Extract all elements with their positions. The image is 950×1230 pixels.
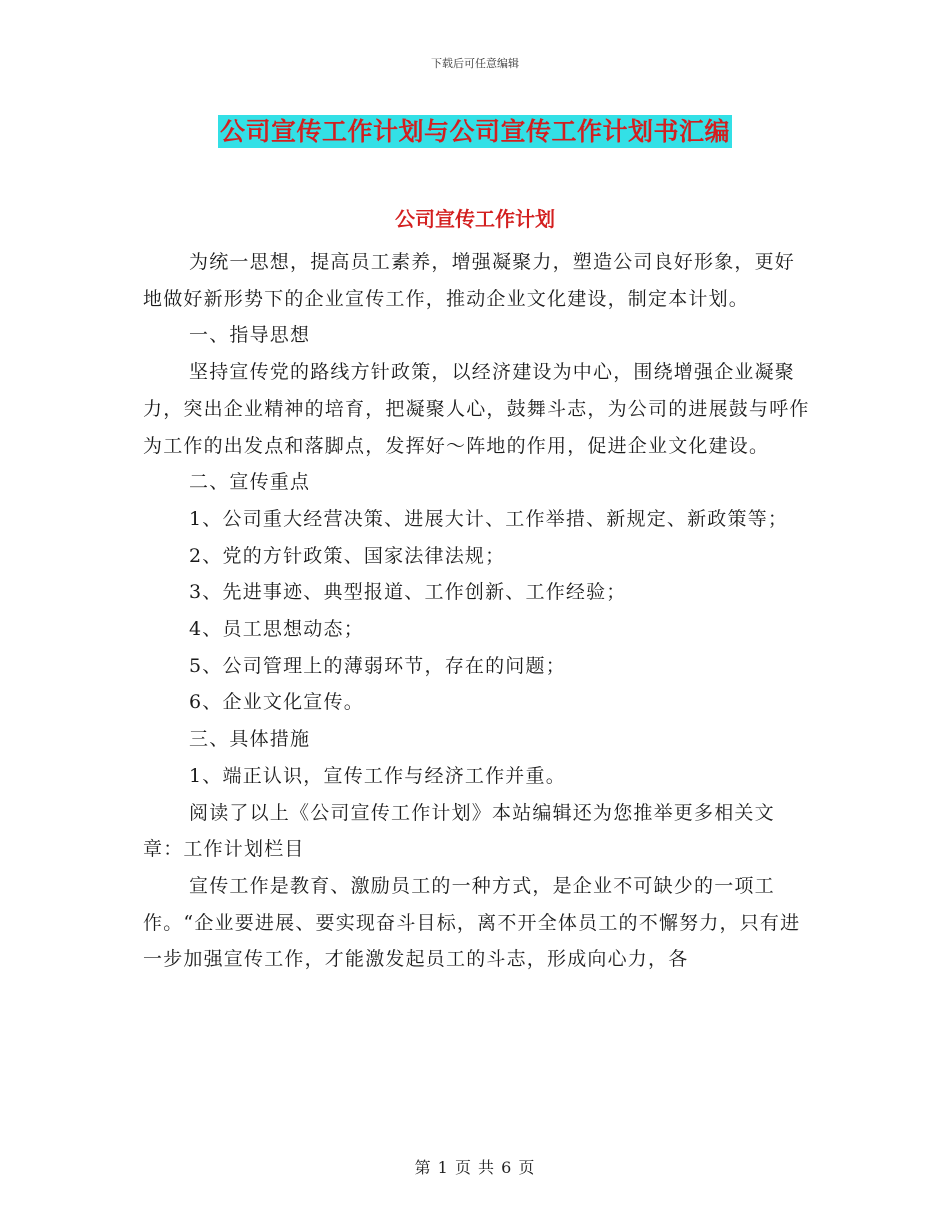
document-title-text: 公司宣传工作计划与公司宣传工作计划书汇编 (219, 117, 730, 146)
paragraph: 1、端正认识，宣传工作与经济工作并重。 (189, 764, 566, 787)
paragraph: 坚持宣传党的路线方针政策，以经济建设为中心，围绕增强企业凝聚力，突出企业精神的培育，把凝聚人心，鼓舞斗志，为公司的进展鼓与呼作为工作的出发点和落脚点，发挥好～阵地的作用，促进企业文化建设。 (143, 361, 810, 457)
paragraph: 4、员工思想动态； (189, 618, 364, 641)
paragraph: 6、企业文化宣传。 (189, 691, 364, 714)
paragraph: 二、宣传重点 (189, 471, 311, 494)
paragraph: 3、先进事迹、典型报道、工作创新、工作经验； (189, 581, 627, 604)
paragraph: 1、公司重大经营决策、进展大计、工作举措、新规定、新政策等； (189, 507, 789, 530)
header-note: 下载后可任意编辑 (431, 57, 519, 70)
paragraph: 5、公司管理上的薄弱环节，存在的问题； (189, 654, 566, 677)
section-title: 公司宣传工作计划 (395, 207, 555, 231)
paragraph: 三、具体措施 (189, 728, 311, 751)
paragraph: 一、指导思想 (189, 324, 311, 347)
paragraph: 为统一思想，提高员工素养，增强凝聚力，塑造公司良好形象，更好地做好新形势下的企业宣传工作，推动企业文化建设，制定本计划。 (143, 251, 796, 310)
paragraph: 2、党的方针政策、国家法律法规； (189, 544, 506, 567)
page-footer: 第 1 页 共 6 页 (414, 1158, 536, 1177)
document-title (0, 112, 950, 148)
document-body (143, 244, 815, 978)
paragraph: 宣传工作是教育、激励员工的一种方式，是企业不可缺少的一项工作。“企业要进展、要实现奋斗目标，离不开全体员工的不懈努力，只有进一步加强宣传工作，才能激发起员工的斗志，形成向心力，各 (143, 874, 801, 971)
paragraph: 阅读了以上《公司宣传工作计划》本站编辑还为您推举更多相关文章：工作计划栏目 (143, 801, 775, 861)
